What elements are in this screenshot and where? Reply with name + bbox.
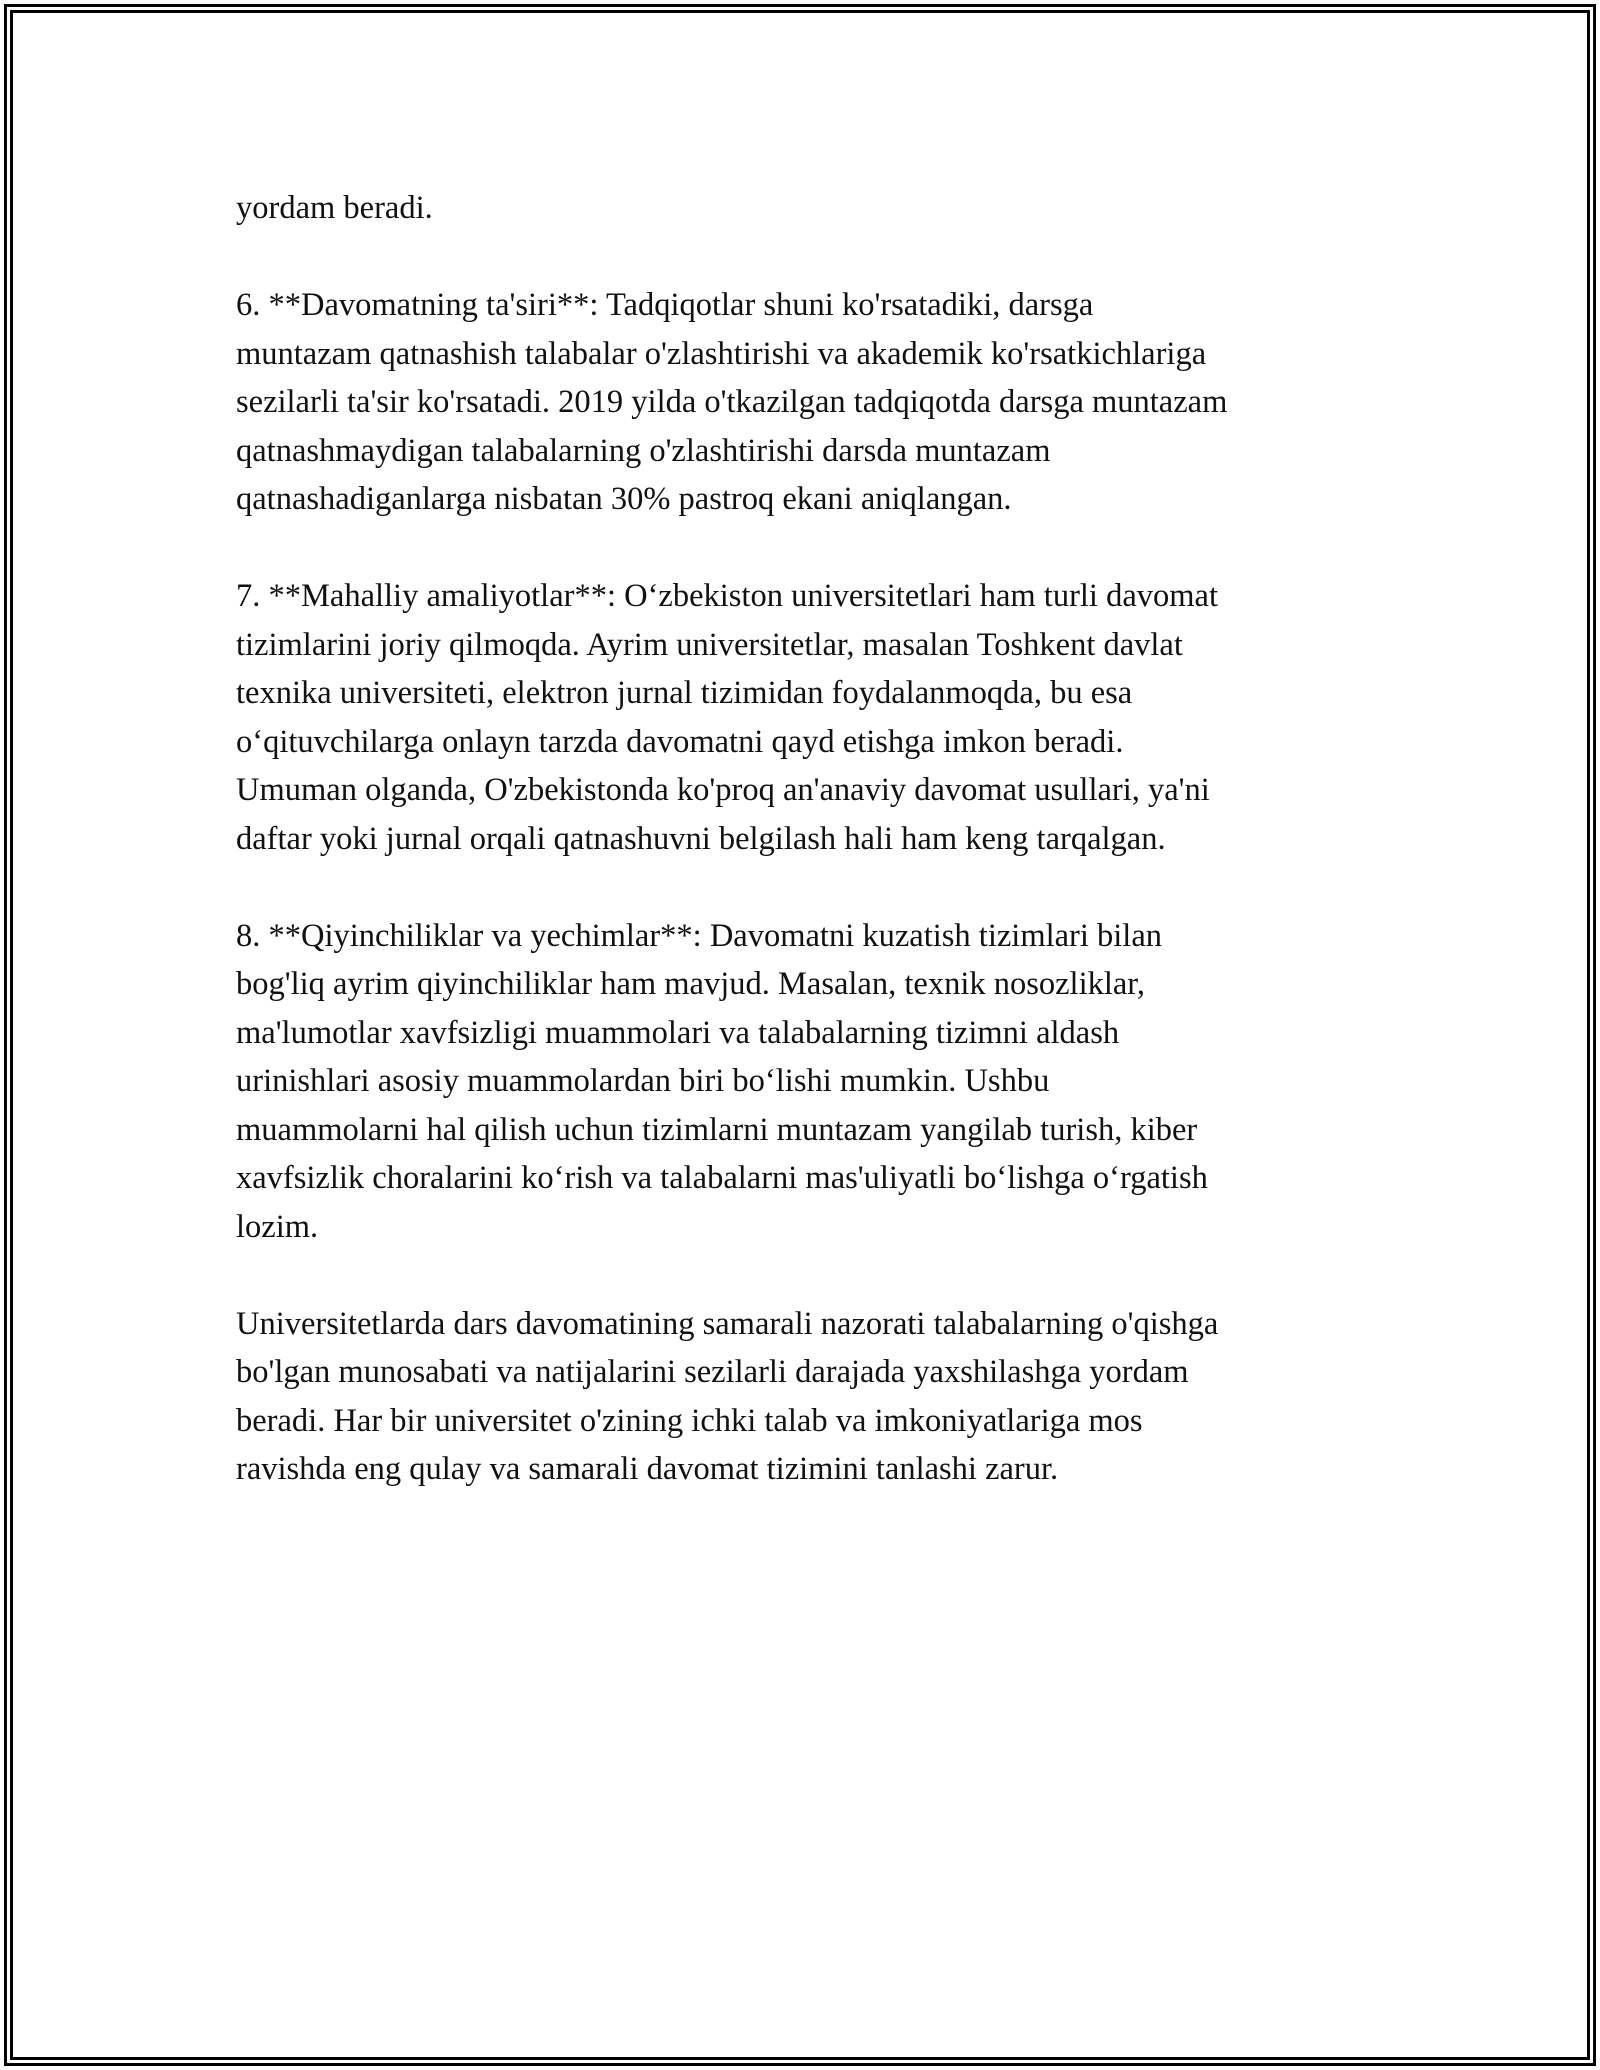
text-line: tizimlarini joriy qilmoqda. Ayrim universitetlar, masalan Toshkent davlat (236, 626, 1183, 663)
text-line: urinishlari asosiy muammolardan biri bo‘lishi mumkin. Ushbu (236, 1063, 1050, 1099)
text-line: 8. **Qiyinchiliklar va yechimlar**: Davomatni kuzatish tizimlari bilan (236, 917, 1163, 954)
text-line: Umuman olganda, O'zbekistonda ko'proq an'anaviy davomat usullari, ya'ni (236, 772, 1210, 808)
text-line: lozim. (236, 1208, 319, 1245)
text-line: daftar yoki jurnal orqali qatnashuvni belgilash hali ham keng tarqalgan. (236, 820, 1166, 857)
paragraph-attendance-impact (236, 281, 1366, 524)
text-line: bog'liq ayrim qiyinchiliklar ham mavjud. Masalan, texnik nosozliklar, (236, 966, 1145, 1002)
text-line: 7. **Mahalliy amaliyotlar**: O‘zbekiston universitetlari ham turli davomat (236, 578, 1218, 614)
text-line: Universitetlarda dars davomatining samarali nazorati talabalarning o'qishga (236, 1305, 1219, 1342)
paragraph-local-practices (236, 572, 1366, 863)
text-line: sezilarli ta'sir ko'rsatadi. 2019 yilda o'tkazilgan tadqiqotda darsga muntazam (236, 384, 1228, 420)
text-line: texnika universiteti, elektron jurnal tizimidan foydalanmoqda, bu esa (236, 675, 1133, 711)
text-line: muntazam qatnashish talabalar o'zlashtirishi va akademik ko'rsatkichlariga (236, 335, 1207, 372)
text-line: xavfsizlik choralarini ko‘rish va talabalarni mas'uliyatli bo‘lishga o‘rgatish (236, 1160, 1208, 1196)
text-line: 6. **Davomatning ta'siri**: Tadqiqotlar shuni ko'rsatadiki, darsga (236, 287, 1094, 323)
text-line: beradi. Har bir universitet o'zining ichki talab va imkoniyatlariga mos (236, 1402, 1143, 1439)
text-line: muammolarni hal qilish uchun tizimlarni muntazam yangilab turish, kiber (236, 1111, 1198, 1148)
paragraph-challenges-solutions (236, 912, 1366, 1252)
text-line: qatnashadiganlarga nisbatan 30% pastroq ekani aniqlangan. (236, 481, 1012, 517)
text-line: o‘qituvchilarga onlayn tarzda davomatni qayd etishga imkon beradi. (236, 723, 1124, 760)
text-line: ma'lumotlar xavfsizligi muammolari va talabalarning tizimni aldash (236, 1014, 1120, 1051)
text-line: ravishda eng qulay va samarali davomat tizimini tanlashi zarur. (236, 1451, 1059, 1487)
text-line: qatnashmaydigan talabalarning o'zlashtirishi darsda muntazam (236, 432, 1051, 469)
text-line: bo'lgan munosabati va natijalarini sezilarli darajada yaxshilashga yordam (236, 1354, 1189, 1390)
document-body (236, 184, 1366, 1542)
text-line: yordam beradi. (236, 190, 433, 226)
paragraph-continuation (236, 184, 1366, 233)
paragraph-conclusion (236, 1300, 1366, 1494)
